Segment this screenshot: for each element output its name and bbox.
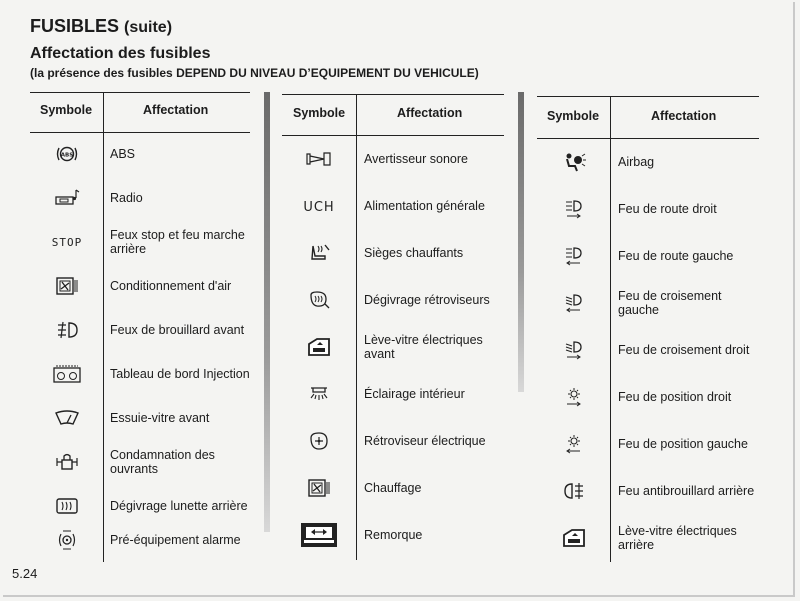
symbol-header: Symbole <box>293 106 346 120</box>
row-label: Lève-vitre électriques arrière <box>618 524 737 552</box>
column-separator <box>264 92 270 532</box>
row-label: Feu de position droit <box>618 390 732 404</box>
dashboard-icon <box>30 352 103 396</box>
row-label: Chauffage <box>364 481 422 495</box>
row-label: Sièges chauffants <box>364 246 464 260</box>
fuse-table-2 <box>282 94 504 560</box>
row-label: Radio <box>110 191 143 205</box>
svg-text:UCH: UCH <box>303 200 335 215</box>
assignment-header: Affectation <box>651 109 717 123</box>
table-row <box>282 513 504 557</box>
table-row <box>30 440 250 484</box>
equipment-note: (la présence des fusibles DEPEND DU NIVEAU D’EQUIPEMENT DU VEHICULE) <box>30 66 479 80</box>
row-label: Essuie-vitre avant <box>110 411 210 425</box>
row-label: Pré-équipement alarme <box>110 533 241 547</box>
rear-power-window-icon <box>537 516 610 560</box>
table-row <box>30 264 250 308</box>
row-label: Feux de brouillard avant <box>110 323 245 337</box>
row-label: Feu de position gauche <box>618 437 748 451</box>
symbol-header: Symbole <box>40 103 93 117</box>
row-label: Condamnation des ouvrants <box>110 448 215 476</box>
table-row <box>282 184 504 228</box>
row-label: Avertisseur sonore <box>364 152 468 166</box>
row-label: Éclairage intérieur <box>364 387 465 401</box>
assignment-header: Affectation <box>397 106 463 120</box>
symbol-header: Symbole <box>547 109 600 123</box>
mirror-defrost-icon <box>282 278 356 322</box>
main-beam-right-icon <box>537 187 610 231</box>
table-row <box>282 325 504 369</box>
row-label: Feu antibrouillard arrière <box>618 484 755 498</box>
heated-seat-icon <box>282 231 356 275</box>
table-row <box>537 422 759 466</box>
side-light-left-icon <box>537 422 610 466</box>
table-row <box>30 352 250 396</box>
row-label: Feu de route gauche <box>618 249 734 263</box>
table-row <box>30 396 250 440</box>
table-row <box>537 375 759 419</box>
table-row <box>537 187 759 231</box>
assignment-header: Affectation <box>143 103 209 117</box>
column-separator <box>518 92 524 392</box>
svg-text:ABS: ABS <box>60 152 73 159</box>
table-row <box>282 231 504 275</box>
row-label: Feux stop et feu marche arrière <box>110 228 245 256</box>
table-row <box>282 372 504 416</box>
row-label: Lève-vitre électriques avant <box>364 333 483 361</box>
row-label: Dégivrage lunette arrière <box>110 499 248 513</box>
row-label: Feu de croisement gauche <box>618 289 722 317</box>
front-wiper-icon <box>30 396 103 440</box>
airbag-icon <box>537 140 610 184</box>
table-row <box>537 140 759 184</box>
side-light-right-icon <box>537 375 610 419</box>
uch-text-icon <box>282 184 356 228</box>
main-beam-left-icon <box>537 234 610 278</box>
table-row <box>537 516 759 560</box>
table-row <box>30 308 250 352</box>
table-row <box>282 466 504 510</box>
page-number: 5.24 <box>12 566 38 581</box>
rear-fog-light-icon <box>537 469 610 513</box>
stop-text-icon <box>30 220 103 264</box>
row-label: ABS <box>110 147 136 161</box>
page-title: FUSIBLES (suite) <box>30 16 173 36</box>
heater-fan-icon <box>282 466 356 510</box>
air-conditioning-icon <box>30 264 103 308</box>
interior-light-icon <box>282 372 356 416</box>
power-mirror-icon <box>282 419 356 463</box>
row-label: Airbag <box>618 155 655 169</box>
row-label: Rétroviseur électrique <box>364 434 486 448</box>
abs-icon <box>30 132 103 176</box>
row-label: Tableau de bord Injection <box>110 367 250 381</box>
table-row <box>537 281 759 325</box>
alarm-icon <box>30 518 103 562</box>
radio-icon <box>30 176 103 220</box>
fuse-table-1 <box>30 92 250 562</box>
svg-text:STOP: STOP <box>51 236 82 249</box>
table-row <box>282 137 504 181</box>
section-title: Affectation des fusibles <box>30 45 211 62</box>
table-row <box>30 518 250 562</box>
table-row <box>537 469 759 513</box>
table-row <box>30 176 250 220</box>
fuse-table-3 <box>537 96 759 562</box>
table-row <box>537 328 759 372</box>
row-label: Alimentation générale <box>364 199 485 213</box>
trailer-icon <box>282 513 356 557</box>
table-row <box>282 278 504 322</box>
dipped-beam-right-icon <box>537 328 610 372</box>
row-label: Dégivrage rétroviseurs <box>364 293 490 307</box>
front-power-window-icon <box>282 325 356 369</box>
table-row <box>282 419 504 463</box>
table-row <box>30 220 250 264</box>
row-label: Feu de croisement droit <box>618 343 750 357</box>
table-row <box>30 132 250 176</box>
dipped-beam-left-icon <box>537 281 610 325</box>
table-row <box>537 234 759 278</box>
horn-icon <box>282 137 356 181</box>
row-label: Feu de route droit <box>618 202 717 216</box>
row-label: Conditionnement d'air <box>110 279 232 293</box>
front-fog-light-icon <box>30 308 103 352</box>
door-lock-icon <box>30 440 103 484</box>
row-label: Remorque <box>364 528 423 542</box>
